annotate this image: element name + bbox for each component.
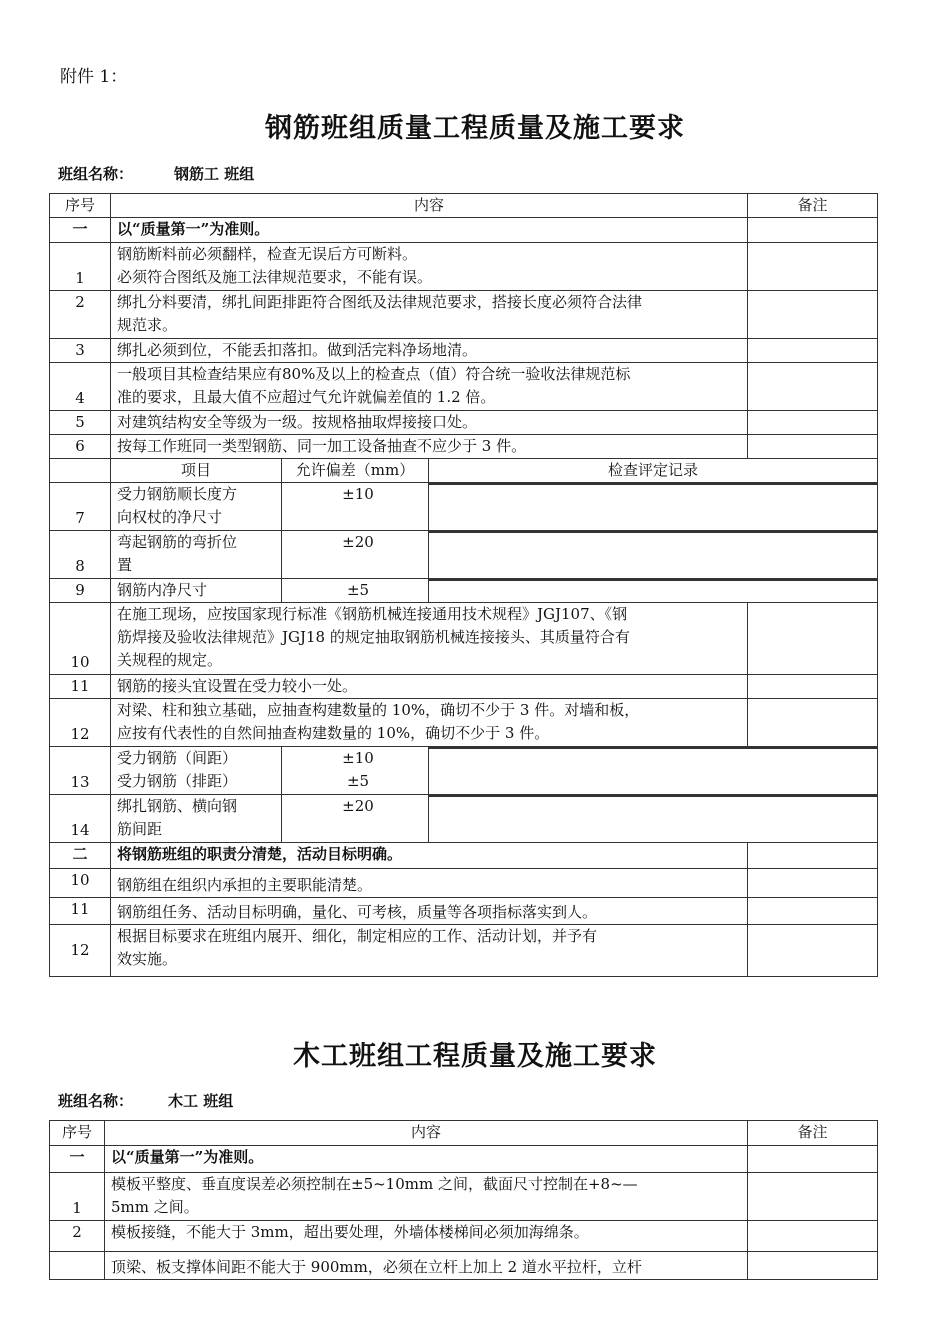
check-row (50, 579, 878, 603)
header-no: 序号 (50, 1121, 105, 1146)
row-content: 钢筋组任务、活动目标明确，量化、可考核，质量等各项指标落实到人。 (111, 898, 748, 925)
record-cell (519, 796, 564, 797)
row-content: 模板接缝，不能大于 3mm，超出要处理，外墙体楼梯间必须加海绵条。 (105, 1221, 748, 1252)
table-row (50, 339, 878, 363)
record-grid (429, 531, 877, 533)
row-no: 13 (50, 747, 111, 795)
record-cell (787, 796, 832, 797)
carpentry-team-label: 班组名称： (58, 1092, 134, 1110)
table-row (50, 925, 878, 977)
record-cell (519, 748, 564, 749)
table-row (50, 1173, 878, 1221)
row-no: 9 (50, 579, 111, 603)
check-record-cells (429, 795, 878, 843)
section-row (50, 218, 878, 243)
record-cell (653, 580, 698, 581)
row-no: 10 (50, 603, 111, 675)
record-cell (474, 532, 519, 533)
section-no: 一 (50, 1146, 105, 1173)
section-text: 以“质量第一”为准则。 (111, 218, 748, 243)
record-cell (474, 748, 519, 749)
table-row (50, 435, 878, 459)
check-header-row (50, 459, 878, 483)
record-cell (698, 748, 743, 749)
header-remark: 备注 (748, 194, 878, 218)
table-row (50, 243, 878, 291)
table-row (50, 291, 878, 339)
record-cell (519, 532, 564, 533)
row-no: 6 (50, 435, 111, 459)
row-content: 根据目标要求在班组内展开、细化，制定相应的工作、活动计划，并予有 效实施。 (111, 925, 748, 977)
table-header-row (50, 194, 878, 218)
check-record-cells (429, 531, 878, 579)
record-cell (742, 532, 787, 533)
attachment-label: 附件 1： (60, 67, 128, 87)
table-row (50, 675, 878, 699)
record-cell (787, 484, 832, 485)
record-cell (608, 532, 653, 533)
row-content: 绑扎分料要清，绑扎间距排距符合图纸及法律规范要求，搭接长度必须符合法律 规范求。 (111, 291, 748, 339)
rebar-table (49, 193, 878, 977)
check-row (50, 483, 878, 531)
carpentry-table (49, 1120, 878, 1280)
row-no: 2 (50, 1221, 105, 1252)
row-content: 按每工作班同一类型钢筋、同一加工设备抽查不应少于 3 件。 (111, 435, 748, 459)
check-row (50, 747, 878, 795)
row-no: 11 (50, 898, 111, 925)
record-cell (698, 580, 743, 581)
row-no: 11 (50, 675, 111, 699)
header-content: 内容 (105, 1121, 748, 1146)
record-cell (653, 796, 698, 797)
row-no: 14 (50, 795, 111, 843)
row-no: 4 (50, 363, 111, 411)
row-content: 顶梁、板支撑体间距不能大于 900mm，必须在立杆上加上 2 道水平拉杆，立杆 (105, 1252, 748, 1280)
row-content: 一般项目其检查结果应有80%及以上的检查点（值）符合统一验收法律规范标 准的要求，且最大值不应超过气允许就偏差值的 1.2 倍。 (111, 363, 748, 411)
record-cell (653, 748, 698, 749)
record-cell (698, 484, 743, 485)
check-row (50, 795, 878, 843)
check-tolerance: ±10 (282, 483, 429, 531)
record-cell (519, 580, 564, 581)
record-cell (787, 748, 832, 749)
section-no: 一 (50, 218, 111, 243)
record-grid (429, 483, 877, 485)
record-cell (787, 532, 832, 533)
row-no: 8 (50, 531, 111, 579)
check-tolerance: ±20 (282, 531, 429, 579)
row-content: 对建筑结构安全等级为一级。按规格抽取焊接接口处。 (111, 411, 748, 435)
record-cell (608, 748, 653, 749)
header-remark: 备注 (748, 1121, 878, 1146)
row-content: 在施工现场，应按国家现行标准《钢筋机械连接通用技术规程》JGJ107、《钢 筋焊接及验收法律规范》JGJ18 的规定抽取钢筋机械连接接头、其质量符合有 关规程的规定。 (111, 603, 748, 675)
record-cell (429, 484, 474, 485)
row-no: 10 (50, 869, 111, 898)
check-record-cells (429, 483, 878, 531)
check-record-header: 检查评定记录 (429, 459, 878, 483)
section-row (50, 1146, 878, 1173)
row-no: 7 (50, 483, 111, 531)
record-grid (429, 795, 877, 797)
record-cell (563, 532, 608, 533)
check-item: 钢筋内净尺寸 (111, 579, 282, 603)
row-no: 5 (50, 411, 111, 435)
rebar-title: 钢筋班组质量工程质量及施工要求 (265, 113, 685, 144)
record-cell (608, 796, 653, 797)
check-item: 绑扎钢筋、横向钢 筋间距 (111, 795, 282, 843)
record-cell (653, 484, 698, 485)
row-content: 钢筋断料前必须翻样，检查无误后方可断料。 必须符合图纸及施工法律规范要求，不能有误。 (111, 243, 748, 291)
check-tolerance: ±10 ±5 (282, 747, 429, 795)
table-row (50, 1252, 878, 1280)
record-cell (787, 580, 832, 581)
row-content: 钢筋组在组织内承担的主要职能清楚。 (111, 869, 748, 898)
record-cell (563, 580, 608, 581)
carpentry-title: 木工班组工程质量及施工要求 (293, 1041, 657, 1072)
record-cell (563, 796, 608, 797)
record-cell (608, 580, 653, 581)
check-record-cells (429, 579, 878, 603)
row-no: 3 (50, 339, 111, 363)
record-cell (832, 580, 877, 581)
header-no: 序号 (50, 194, 111, 218)
table-row (50, 363, 878, 411)
check-item: 受力钢筋（间距） 受力钢筋（排距） (111, 747, 282, 795)
record-grid (429, 579, 877, 581)
section-no: 二 (50, 843, 111, 869)
section-row (50, 843, 878, 869)
row-no: 2 (50, 291, 111, 339)
table-row (50, 411, 878, 435)
row-content: 钢筋的接头宜设置在受力较小一处。 (111, 675, 748, 699)
check-tolerance: ±20 (282, 795, 429, 843)
table-row (50, 869, 878, 898)
record-cell (563, 748, 608, 749)
record-cell (519, 484, 564, 485)
record-cell (832, 532, 877, 533)
record-cell (832, 748, 877, 749)
check-tolerance-header: 允许偏差（mm） (282, 459, 429, 483)
record-cell (474, 580, 519, 581)
record-cell (429, 748, 474, 749)
record-cell (429, 580, 474, 581)
check-row (50, 531, 878, 579)
section-text: 以“质量第一”为准则。 (105, 1146, 748, 1173)
record-cell (429, 796, 474, 797)
record-cell (698, 532, 743, 533)
table-row (50, 898, 878, 925)
record-cell (742, 484, 787, 485)
rebar-team-label: 班组名称： (58, 165, 134, 183)
record-grid (429, 747, 877, 749)
table-row (50, 699, 878, 747)
row-no: 12 (50, 925, 111, 977)
record-cell (742, 748, 787, 749)
row-content: 绑扎必须到位，不能丢扣落扣。做到活完料净场地清。 (111, 339, 748, 363)
table-header-row (50, 1121, 878, 1146)
check-record-cells (429, 747, 878, 795)
record-cell (429, 532, 474, 533)
section-text: 将钢筋班组的职责分清楚，活动目标明确。 (111, 843, 748, 869)
row-no: 1 (50, 1173, 105, 1221)
record-cell (698, 796, 743, 797)
header-content: 内容 (111, 194, 748, 218)
check-tolerance: ±5 (282, 579, 429, 603)
record-cell (474, 484, 519, 485)
record-cell (563, 484, 608, 485)
row-content: 对梁、柱和独立基础，应抽查构建数量的 10%，确切不少于 3 件。对墙和板， 应按有代表性的自然间抽查构建数量的 10%，确切不少于 3 件。 (111, 699, 748, 747)
record-cell (832, 796, 877, 797)
record-cell (742, 580, 787, 581)
row-no: 1 (50, 243, 111, 291)
row-content: 模板平整度、垂直度误差必须控制在±5~10mm 之间，截面尺寸控制在+8~— 5mm 之间。 (105, 1173, 748, 1221)
check-item: 弯起钢筋的弯折位 置 (111, 531, 282, 579)
record-cell (832, 484, 877, 485)
table-row (50, 1221, 878, 1252)
record-cell (608, 484, 653, 485)
carpentry-team-name: 木工 班组 (168, 1092, 234, 1110)
check-item-header: 项目 (111, 459, 282, 483)
table-row (50, 603, 878, 675)
rebar-team-name: 钢筋工 班组 (174, 165, 255, 183)
check-item: 受力钢筋顺长度方 向权杖的净尺寸 (111, 483, 282, 531)
row-no: 12 (50, 699, 111, 747)
record-cell (653, 532, 698, 533)
record-cell (742, 796, 787, 797)
record-cell (474, 796, 519, 797)
